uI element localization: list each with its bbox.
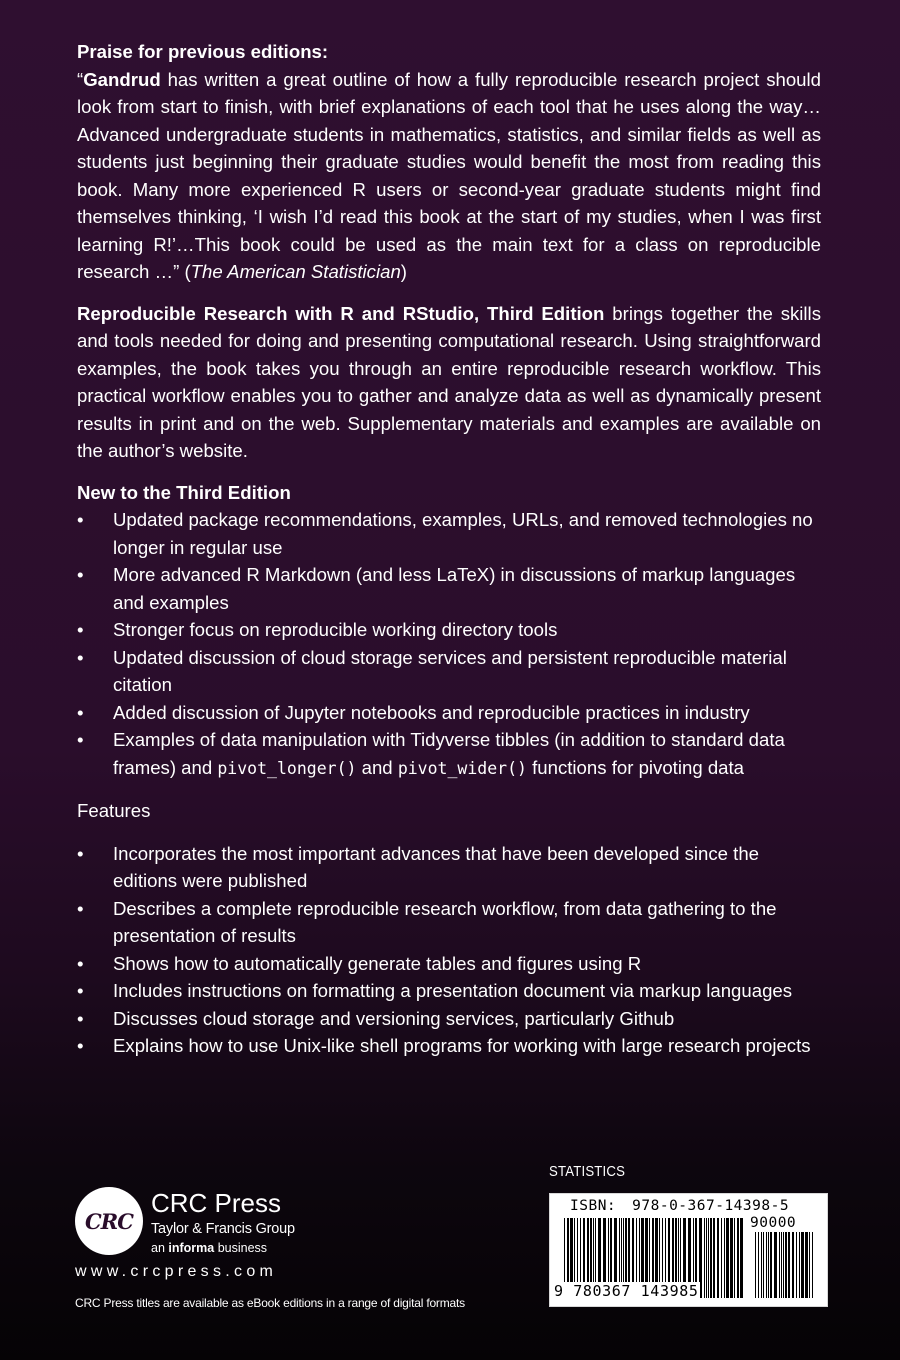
barcode-bar [706,1218,707,1298]
list-item-text: Describes a complete reproducible research workflow, from data gathering to the presentation of results [113,897,777,946]
list-item-text: Added discussion of Jupyter notebooks and reproducible practices in industry [113,701,750,723]
barcode-bar [801,1232,804,1298]
barcode-bar [785,1232,787,1298]
barcode-bar [774,1232,777,1298]
bullet-icon: • [77,842,84,864]
publisher-group: Taylor & Francis Group [151,1221,295,1237]
list-item [77,726,821,782]
isbn-label: ISBN: [570,1198,617,1214]
barcode-bar [730,1218,733,1298]
description-body: brings together the skills and tools needed for doing and presenting computational research. Using straightforward examples, the book takes you through an entire reproducible research workflow. This practical workflow enables you to gather and analyze data as well as dynamically present results in print and on the web. Supplementary materials and examples are available on the author’s website. [77,302,821,461]
list-item [77,950,821,978]
barcode-bar [761,1232,762,1298]
bullet-icon: • [77,509,84,530]
addon-barcode-icon [755,1232,815,1298]
list-item [77,699,821,727]
barcode-bar [768,1232,769,1298]
list-item-text: Discusses cloud storage and versioning services, particularly Github [113,1007,675,1029]
barcode-bar [792,1232,794,1298]
book-description [77,300,821,465]
barcode-bar [779,1232,780,1298]
list-item [77,895,821,950]
barcode-bar [734,1218,735,1298]
new-edition-list [77,506,821,782]
bullet-icon: • [77,1035,84,1056]
quote-source: The American Statistician [190,261,401,282]
barcode-bar [805,1232,808,1298]
list-item-text: Updated package recommendations, examples, URLs, and removed technologies no longer in regular use [113,509,813,558]
barcode-bar [713,1218,715,1298]
features-heading: Features [77,800,151,821]
quote-open: “ [77,68,84,90]
barcode-bar [726,1218,729,1298]
ebook-note: CRC Press titles are available as eBook editions in a range of digital formats [75,1296,465,1310]
price-code: 90000 [750,1215,797,1231]
list-item-text [113,729,785,778]
barcode-bar [740,1218,743,1298]
list-item-text: Shows how to automatically generate tables and figures using R [113,952,642,974]
publisher-business [151,1241,267,1256]
publisher-logo [75,1185,315,1265]
bullet-icon: • [77,897,84,919]
list-item [77,616,821,644]
list-item [77,644,821,699]
bullet-icon: • [77,564,84,585]
business-brand: informa [168,1241,215,1255]
new-edition-heading: New to the Third Edition [77,481,291,503]
business-suffix: business [214,1241,268,1255]
barcode-bar [809,1232,810,1298]
text-segment: and [356,756,398,778]
barcode-bar [796,1232,797,1298]
bullet-icon: • [77,619,84,640]
bullet-icon: • [77,1007,84,1029]
isbn-number: 978-0-367-14398-5 [632,1198,790,1214]
code-pivot-wider: pivot_wider() [397,758,527,778]
list-item-text: Updated discussion of cloud storage services and persistent reproducible material citation [113,646,787,695]
publisher-name: CRC Press [151,1188,282,1218]
barcode-bar [781,1232,782,1298]
back-cover-text [77,38,821,1075]
isbn-line [570,1198,789,1214]
quote-body: has written a great outline of how a fully reproducible research project should look from start to finish, with brief explanations of each tool that he uses along the way… Advanced undergraduate students in mathematics, statistics, and similar fields as well as students just beginning their graduate studies would benefit the most from reading this book. Many more experienced R users or second-year graduate students might find themselves thinking, ‘I wish I’d read this book at the start of my studies, when I was first learning R!’…This book could be used as the main text for a class on reproducible research …” ( [77,68,821,282]
list-item [77,1032,821,1060]
business-prefix: an [151,1241,169,1255]
subject-category: STATISTICS [549,1163,626,1180]
list-item-text: Explains how to use Unix-like shell programs for working with large research projects [113,1035,811,1056]
ean-digits: 9 780367 143985 [554,1282,699,1300]
isbn-barcode [549,1193,828,1307]
barcode-bar [812,1232,813,1298]
barcode-bar [783,1232,784,1298]
barcode-bar [770,1232,772,1298]
barcode-bar [763,1232,764,1298]
publisher-website[interactable]: www.crcpress.com [75,1263,278,1280]
list-item [77,1005,821,1033]
list-item-text: Includes instructions on formatting a presentation document via markup languages [113,980,793,1001]
list-item-text: Stronger focus on reproducible working directory tools [113,619,558,640]
barcode-bar [799,1232,800,1298]
barcode-bar [721,1218,722,1298]
bullet-icon: • [77,952,84,974]
quote-close: ) [400,261,407,282]
barcode-bar [704,1218,705,1298]
barcode-bar [788,1232,790,1298]
text-segment: Examples of data manipulation with Tidyverse tibbles (in addition to standard data frames) and [113,729,785,778]
list-item [77,840,821,895]
list-item-text: More advanced R Markdown (and less LaTeX) in discussions of markup languages and examples [113,564,796,613]
list-item [77,506,821,561]
praise-heading: Praise for previous editions: [77,41,329,62]
barcode-bar [766,1232,767,1298]
crc-logo-icon: CRC [75,1187,143,1255]
text-segment: functions for pivoting data [526,756,745,778]
barcode-bar [710,1218,712,1298]
code-pivot-longer: pivot_longer() [217,758,357,778]
list-item [77,977,821,1005]
barcode-bar [717,1218,719,1298]
list-item-text: Incorporates the most important advances that have been developed since the editions were published [113,842,760,891]
bullet-icon: • [77,701,84,723]
features-list [77,840,821,1060]
barcode-bar [737,1218,739,1298]
bullet-icon: • [77,646,84,668]
list-item [77,561,821,616]
quote-author: Gandrud [83,68,161,90]
bullet-icon: • [77,729,84,750]
praise-quote [77,66,821,286]
barcode-bar [724,1218,725,1298]
barcode-bar [755,1232,756,1298]
book-title: Reproducible Research with R and RStudio, Third Edition [77,302,605,324]
barcode-bar [708,1218,709,1298]
bullet-icon: • [77,980,84,1001]
barcode-bar [758,1232,759,1298]
